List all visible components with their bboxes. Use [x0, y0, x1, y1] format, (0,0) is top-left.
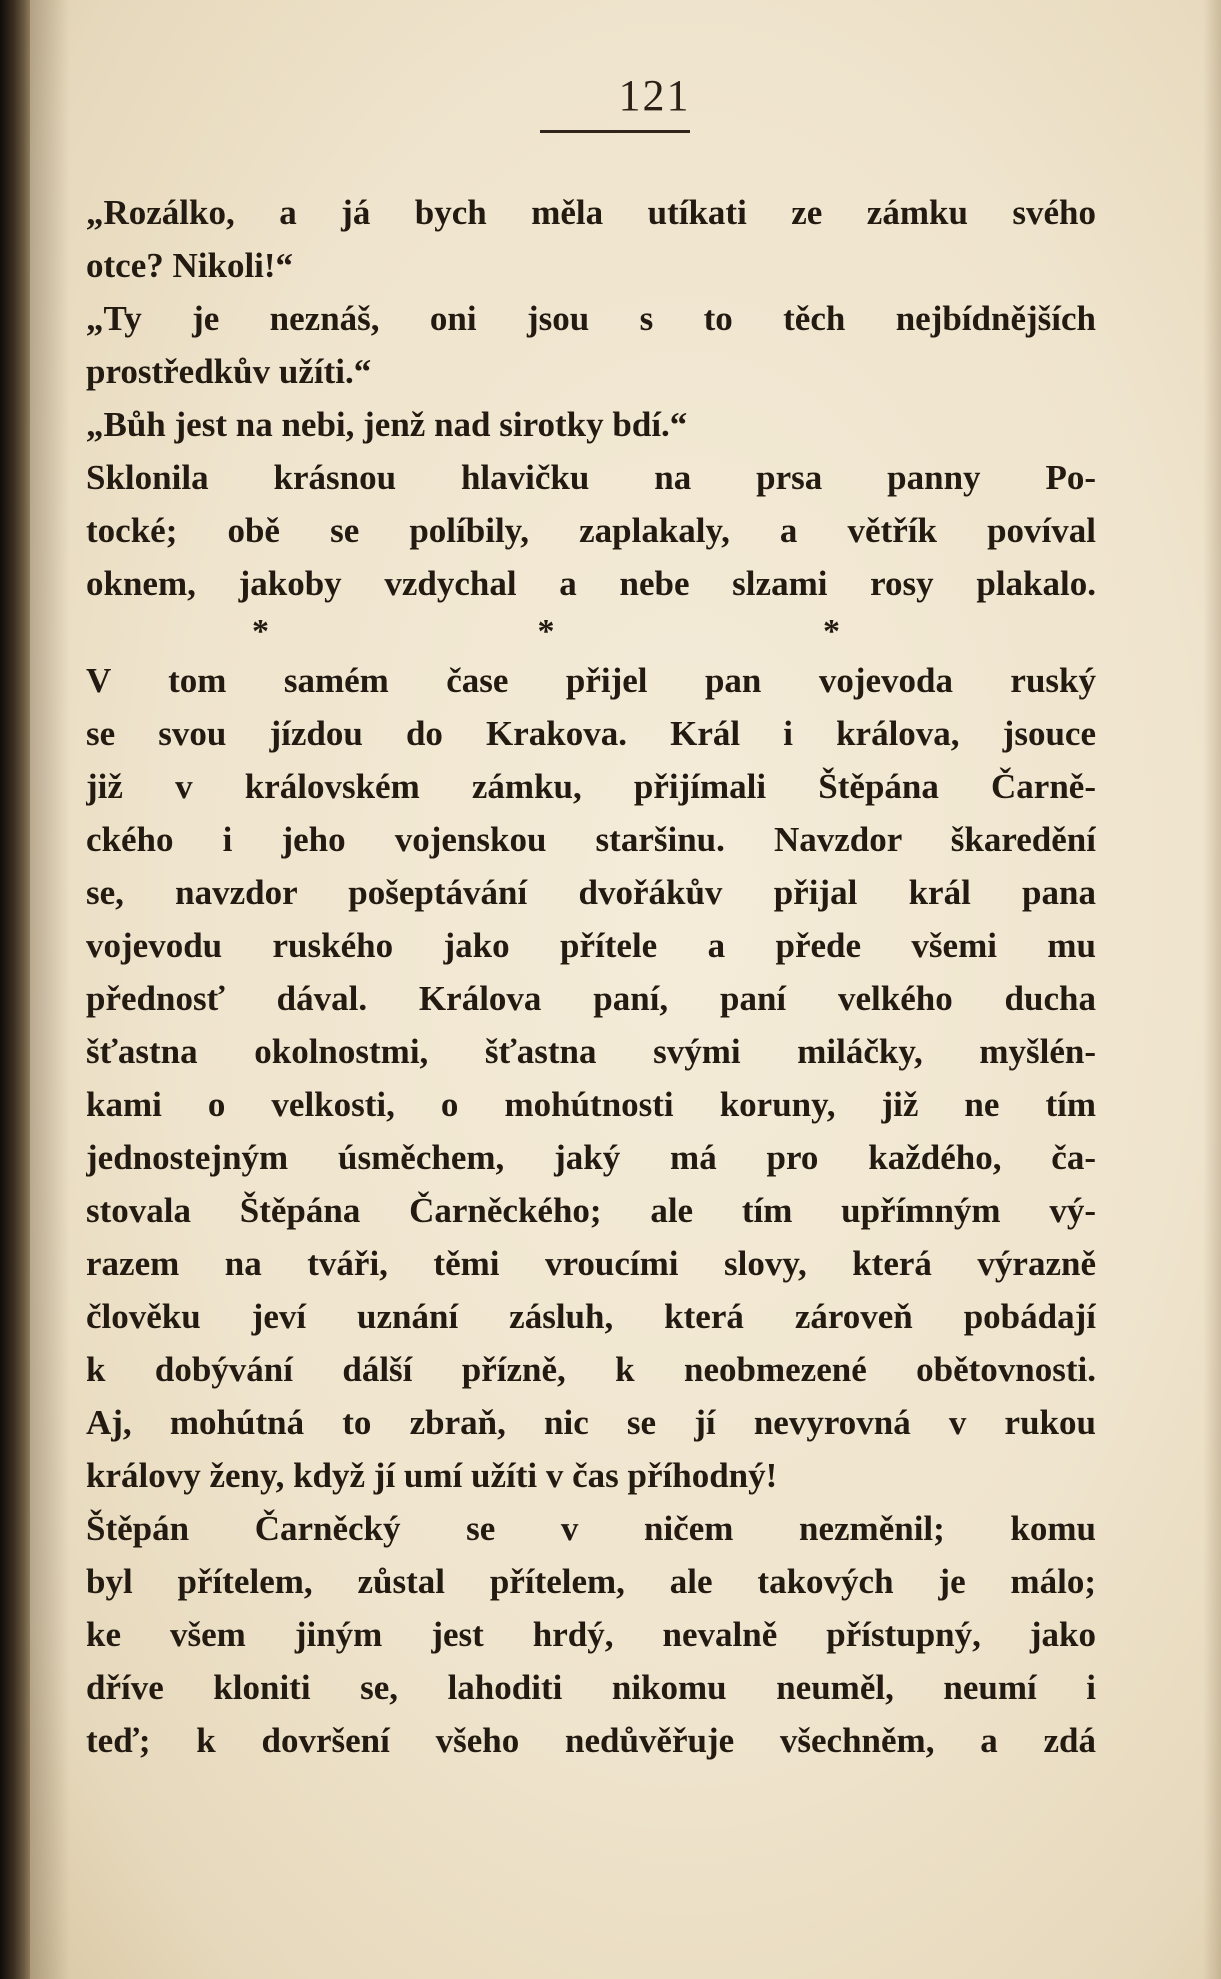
text-line: ckého i jeho vojenskou staršinu. Navzdor škaredění [86, 820, 1096, 859]
text-line: se svou jízdou do Krakova. Král i králova, jsouce [86, 714, 1096, 753]
text-line: oknem, jakoby vzdychal a nebe slzami rosy plakalo. [86, 564, 1096, 603]
body-text [86, 186, 1096, 1767]
text-line: prostředkův užíti.“ [86, 352, 372, 391]
text-line: královy ženy, když jí umí užíti v čas příhodný! [86, 1456, 778, 1495]
book-page [30, 0, 1221, 1979]
page-header [30, 70, 1221, 121]
text-line: již v královském zámku, přijímali Štěpána Čarně- [86, 767, 1096, 806]
page-number: 121 [618, 71, 691, 120]
text-line: teď; k dovršení všeho nedůvěřuje všechněm, a zdá [86, 1721, 1096, 1760]
text-line: se, navzdor pošeptávání dvořákův přijal král pana [86, 873, 1096, 912]
text-line: Aj, mohútná to zbraň, nic se jí nevyrovná v rukou [86, 1403, 1096, 1442]
text-line: člověku jeví uznání zásluh, která zároveň pobádají [86, 1297, 1096, 1336]
text-line: vojevodu ruského jako přítele a přede všemi mu [86, 926, 1096, 965]
text-line: Sklonila krásnou hlavičku na prsa panny Po- [86, 458, 1096, 497]
text-line: k dobývání dálší přízně, k neobmezené obětovnosti. [86, 1350, 1096, 1389]
section-separator: * * * [252, 613, 970, 650]
text-line: „Ty je neznáš, oni jsou s to těch nejbídnějších [86, 299, 1096, 338]
header-rule [540, 130, 690, 133]
text-line: jednostejným úsměchem, jaký má pro každého, ča- [86, 1138, 1096, 1177]
text-line: stovala Štěpána Čarněckého; ale tím upřímným vý- [86, 1191, 1096, 1230]
gutter-shadow [30, 0, 70, 1979]
text-line: přednosť dával. Králova paní, paní velkého ducha [86, 979, 1096, 1018]
text-line: byl přítelem, zůstal přítelem, ale takových je málo; [86, 1562, 1096, 1601]
text-line: „Bůh jest na nebi, jenž nad sirotky bdí.“ [86, 405, 688, 444]
page-edge [1203, 0, 1221, 1979]
text-line: kami o velkosti, o mohútnosti koruny, již ne tím [86, 1085, 1096, 1124]
text-line: „Rozálko, a já bych měla utíkati ze zámku svého [86, 193, 1096, 232]
book-spine [0, 0, 30, 1979]
text-line: dříve kloniti se, lahoditi nikomu neuměl, neumí i [86, 1668, 1096, 1707]
text-line: otce? Nikoli!“ [86, 246, 294, 285]
text-line: ke všem jiným jest hrdý, nevalně přístupný, jako [86, 1615, 1096, 1654]
text-line: Štěpán Čarněcký se v ničem nezměnil; komu [86, 1509, 1096, 1548]
text-line: šťastna okolnostmi, šťastna svými miláčky, myšlén- [86, 1032, 1096, 1071]
text-line: V tom samém čase přijel pan vojevoda ruský [86, 661, 1096, 700]
text-line: razem na tváři, těmi vroucími slovy, která výrazně [86, 1244, 1096, 1283]
text-line: tocké; obě se políbily, zaplakaly, a větřík povíval [86, 511, 1096, 550]
